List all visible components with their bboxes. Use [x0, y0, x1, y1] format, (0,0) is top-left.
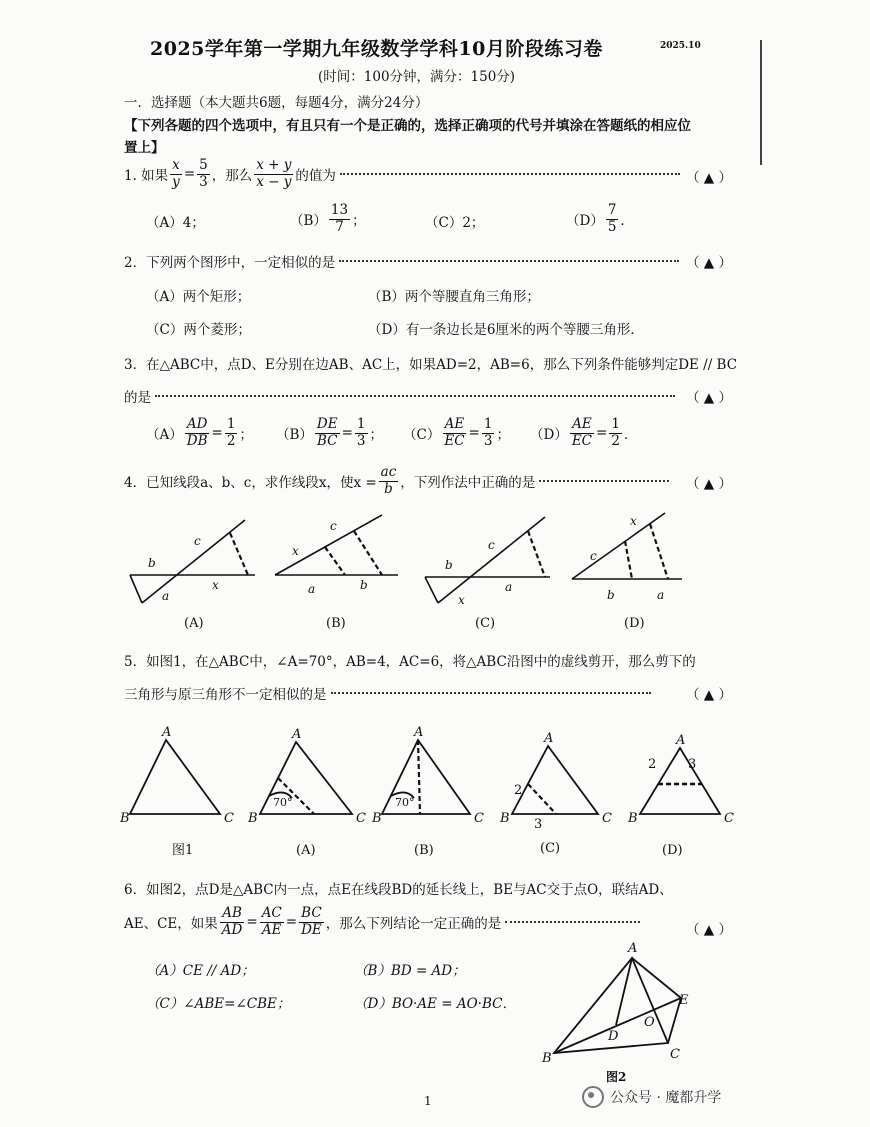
svg-text:C: C [356, 811, 366, 826]
q4-answer-mark: （ ▲ ） [686, 476, 732, 492]
q1-leader-dots [340, 173, 680, 175]
q5-leader-dots [331, 692, 651, 694]
q5-fig-c-len-3: 3 [534, 817, 543, 832]
fig-c-caption: (C) [475, 616, 496, 631]
svg-text:O: O [644, 1015, 655, 1030]
q6-option-b: （B）BD = AD； [354, 963, 466, 979]
q1-fraction-x-over-y: $\frac{x}{y}$ [172, 157, 180, 190]
fig-b-label-c: c [330, 519, 337, 533]
q5-fig-d-len-2: 2 [648, 757, 657, 772]
fig-a-label-x: x [212, 578, 219, 592]
fig-b-label-x: x [292, 544, 299, 558]
q3-option-c: （C） $\frac{AE}{EC}$ = $\frac{1}{3}$ ； [403, 416, 510, 449]
fig-b-label-b: b [360, 578, 368, 592]
fig2-caption: 图2 [606, 1070, 627, 1084]
svg-text:C: C [602, 811, 612, 826]
instruction-line-2: 置上】 [124, 140, 165, 156]
q3-leader-dots [155, 395, 675, 397]
question-1-stem [124, 158, 680, 190]
svg-text:B: B [248, 811, 258, 826]
q2-leader-dots [339, 260, 679, 262]
fig-c-label-x: x [458, 593, 465, 607]
svg-text:A: A [162, 725, 172, 740]
q4-figures [120, 505, 720, 635]
svg-text:(D): (D) [662, 843, 683, 858]
q1-option-c: （C）2； [425, 215, 485, 231]
q2-option-a: （A）两个矩形； [146, 289, 251, 305]
q3-option-a: （A） $\frac{AD}{DB}$ = $\frac{1}{2}$ ； [146, 416, 253, 449]
fig-d-caption: (D) [624, 616, 645, 631]
wechat-icon [582, 1086, 604, 1108]
svg-text:(B): (B) [414, 843, 434, 858]
question-4-stem: 4．已知线段a、b、c，求作线段x，使x = $\frac{ac}{b}$ ，下列作法中正确的是 [124, 465, 669, 497]
q5-fig-d-len-3: 3 [688, 757, 697, 772]
exam-subtitle: (时间：100分钟，满分：150分) [318, 69, 516, 85]
q5-answer-mark: （ ▲ ） [686, 687, 732, 703]
fig-b-caption: (B) [326, 616, 346, 631]
q5-figures [120, 722, 750, 862]
q1-option-d: （D） $\frac{7}{5}$ ． [566, 202, 634, 235]
q3-option-d: （D） $\frac{AE}{EC}$ = $\frac{1}{2}$ ． [530, 416, 638, 449]
fig-d-label-c: c [590, 549, 597, 563]
svg-text:B: B [628, 811, 638, 826]
q2-option-c: （C）两个菱形； [146, 322, 251, 338]
q1-fraction-5-over-3: $\frac{5}{3}$ [199, 157, 208, 190]
fig-a-caption: (A) [184, 616, 204, 631]
q6-leader-dots [505, 921, 640, 923]
fig1-caption: 图1 [172, 843, 194, 858]
question-3-stem-line-2: 的是 [124, 386, 675, 406]
svg-text:B: B [120, 811, 130, 826]
svg-text:A: A [414, 725, 424, 740]
svg-text:A: A [544, 731, 554, 746]
q2-option-b: （B）两个等腰直角三角形； [368, 289, 540, 305]
fig-a-label-a: a [162, 589, 170, 603]
svg-text:C: C [474, 811, 484, 826]
q1-equals: = [183, 166, 196, 183]
question-5-stem-line-2: 三角形与原三角形不一定相似的是 [124, 683, 651, 703]
fig-b-label-a: a [308, 582, 316, 596]
fig1-triangle [130, 740, 220, 814]
q6-option-c: （C）∠ABE=∠CBE； [146, 996, 291, 1012]
exam-date: 2025.10 [660, 41, 701, 51]
page-title: 2025学年第一学期九年级数学学科10月阶段练习卷 [150, 38, 603, 60]
fig-d-label-b: b [607, 588, 615, 602]
svg-text:D: D [608, 1029, 619, 1044]
svg-text:C: C [670, 1047, 680, 1062]
q1-prefix: 1. 如果 [124, 168, 169, 185]
watermark-text: 公众号 · 魔都升学 [610, 1090, 722, 1106]
q2-answer-mark: （ ▲ ） [686, 255, 732, 271]
q3-option-b: （B） $\frac{DE}{BC}$ = $\frac{1}{3}$ ； [276, 416, 384, 449]
fig-c-label-a: a [505, 580, 513, 594]
instruction-line-1: 【下列各题的四个选项中，有且只有一个是正确的，选择正确项的代号并填涂在答题纸的相应位 [124, 118, 691, 134]
q6-answer-mark: （ ▲ ） [686, 922, 732, 938]
q6-option-d: （D）BO·AE = AO·BC． [354, 996, 516, 1012]
fig-a-label-b: b [148, 556, 156, 570]
fig-c-label-c: c [488, 538, 495, 552]
svg-text:E: E [679, 993, 689, 1008]
svg-text:C: C [224, 811, 234, 826]
watermark [582, 1086, 721, 1108]
scan-edge-line [760, 40, 762, 165]
section-heading: 一．选择题（本大题共6题，每题4分，满分24分） [124, 95, 429, 111]
svg-text:B: B [542, 1051, 552, 1066]
q5-fig-c-len-2: 2 [514, 783, 523, 798]
q1-mid-text: ，那么 [211, 168, 253, 185]
q4-figure-d [572, 513, 682, 579]
q1-option-b: （B） $\frac{13}{7}$ ； [290, 202, 366, 235]
question-5-stem-line-1: 5．如图1，在△ABC中，∠A=70°，AB=4，AC=6，将△ABC沿图中的虚线剪开，那么剪下的 [124, 654, 696, 670]
q1-suffix: 的值为 [295, 168, 336, 185]
figure-2 [536, 938, 716, 1088]
q5-fig-a-angle: 70° [273, 796, 293, 809]
question-6-stem-line-2: AE、CE，如果 $\frac{AB}{AD}$ = $\frac{AC}{AE}$ = $\frac{BC}{DE}$ ，那么下列结论一定正确的是 [124, 906, 640, 938]
q1-answer-mark: （ ▲ ） [686, 170, 732, 186]
svg-text:A: A [292, 727, 302, 742]
fig-d-label-a: a [657, 588, 665, 602]
question-2-stem: 2．下列两个图形中，一定相似的是 [124, 251, 679, 271]
fig-a-label-c: c [194, 534, 201, 548]
fig-d-label-x: x [630, 514, 637, 528]
q4-figure-c [425, 517, 550, 603]
question-3-stem-line-1: 3．在△ABC中，点D、E分别在边AB、AC上，如果AD=2，AB=6，那么下列条件能够判定DE // BC [124, 357, 738, 373]
q1-fraction-expression: $\frac{x + y}{x - y}$ [256, 157, 292, 190]
svg-text:(C): (C) [540, 841, 561, 856]
page-number: 1 [424, 1094, 432, 1108]
q1-option-a: （A）4； [146, 215, 205, 231]
svg-text:(A): (A) [296, 843, 316, 858]
svg-text:B: B [372, 811, 382, 826]
svg-text:B: B [500, 811, 510, 826]
fig-c-label-b: b [445, 558, 453, 572]
q4-leader-dots [539, 480, 669, 482]
q6-option-a: （A）CE // AD； [146, 963, 255, 979]
q5-fig-b-angle: 70° [395, 796, 415, 809]
q3-answer-mark: （ ▲ ） [686, 390, 732, 406]
q5-fig-c-triangle [512, 746, 598, 814]
q2-option-d: （D）有一条边长是6厘米的两个等腰三角形． [368, 322, 644, 338]
svg-text:A: A [676, 733, 686, 748]
question-6-stem-line-1: 6．如图2，点D是△ABC内一点，点E在线段BD的延长线上，BE与AC交于点O，联结AD、 [124, 882, 673, 898]
svg-text:A: A [628, 941, 638, 956]
svg-text:C: C [724, 811, 734, 826]
